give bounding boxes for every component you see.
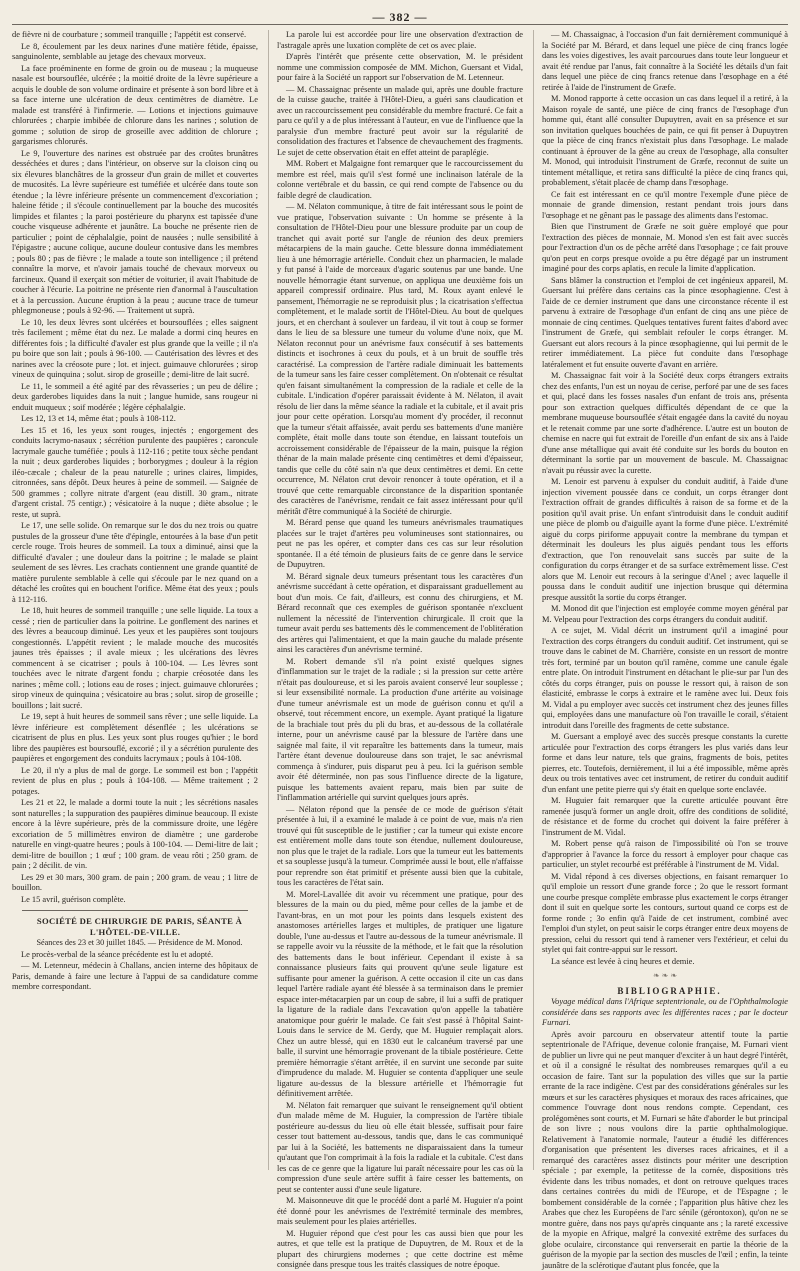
paragraph: MM. Robert et Malgaigne font remarquer que le raccourcissement du membre est réel, mais qu'il s'est formé une inclinaison latérale de la colonne vertébrale et du bassin, ce qui rend compte de l'absence ou du faible degré de claudication.: [277, 159, 523, 201]
bibliography-heading: BIBLIOGRAPHIE.: [542, 986, 788, 997]
ornament-divider: ❧ ❧ ❧: [542, 971, 788, 982]
paragraph: Les 12, 13 et 14, même état ; pouls à 108-112.: [12, 414, 258, 425]
paragraph: — M. Letenneur, médecin à Challans, ancien interne des hôpitaux de Paris, demande à faire une lecture à l'appui de sa candidature comme membre correspondant.: [12, 961, 258, 993]
text-columns: [12, 30, 788, 1170]
paragraph: Le 8, écoulement par les deux narines d'une matière fétide, épaisse, sanguinolente, semblable au jetage des chevaux morveux.: [12, 42, 258, 63]
column-right: [533, 30, 788, 1170]
page-number: — 382 —: [12, 10, 788, 25]
paragraph: M. Bérard pense que quand les tumeurs anévrismales traumatiques placées sur le trajet d'artères peu volumineuses sont stationnaires, ou peut ne pas les opérer, et compter dans ces cas sur leur résolution spontanée. Il a été témoin de plusieurs faits de ce genre dans le service de Dupuytren.: [277, 518, 523, 571]
header-rule: [12, 24, 788, 25]
session-line: Séances des 23 et 30 juillet 1845. — Présidence de M. Monod.: [12, 938, 258, 949]
paragraph: M. Vidal répond à ces diverses objections, en faisant remarquer 1o qu'il emploie un ressort d'une grande force ; 2o que le ressort formant une courbe presque complète embrasse plus exactement le corps étranger dont il suit en quelque sorte les contours, surtout quand ce corps est de forme ronde ; 3o enfin qu'à l'aide de cet instrument, combiné avec l'emploi d'un stylet, on peut saisir le corps étranger entre deux moyens de pression, celui du ressort qui tend à ramener vers l'extérieur, et celui du stylet qui fait contre-appui sur le ressort.: [542, 872, 788, 956]
paragraph: M. Monod dit que l'injection est employée comme moyen général par M. Velpeau pour l'extraction des corps étrangers du conduit auditif.: [542, 604, 788, 625]
paragraph: M. Chassaignac fait voir à la Société deux corps étrangers extraits chez des enfants, l'un est un noyau de cerise, perforé par une de ses faces et qui, placé dans les fosses nasales d'un enfant de trois ans, présenta pour son extraction quelques difficultés dépendant de ce que la membrane muqueuse boursouflée s'était engagée dans la cavité du noyau et le retenait comme par une sorte d'adhérence. L'autre est un bouton de chemise en nacre qui fut extrait de l'oreille d'un enfant de six ans à l'aide d'une anse métallique qui avait été conduite sur les bords du bouton en déterminant la sortie par un mouvement de bascule. M. Chassaignac n'avait pu réussir avec la curette.: [542, 371, 788, 476]
paragraph: M. Maisonneuve dit que le procédé dont a parlé M. Huguier n'a point été donné pour les anévrismes de l'extrémité terminale des membres, mais seulement pour les plaies artérielles.: [277, 1196, 523, 1228]
paragraph: M. Monod rapporte à cette occasion un cas dans lequel il a retiré, à la Maison royale de santé, une pièce de cinq francs de l'œsophage d'un homme qui, étant allé consulter Dupuytren, avait en sa présence et sur son invitation quelques bouchées de pain, ce qui fit penser à Dupuytren que la pièce de cinq francs n'existait plus dans l'œsophage. Le malade continuant à éprouver de la gêne au creux de l'œsophage, alla consulter M. Monod, qui introduisit l'instrument de Græfe, reconnut de suite un tintement métallique, et retira sans difficulté la pièce de cinq francs qui, probablement, s'était placée de champ dans l'œsophage.: [542, 94, 788, 189]
paragraph: A ce sujet, M. Vidal décrit un instrument qu'il a imaginé pour l'extraction des corps étrangers du conduit auditif. Cet instrument, qui se trouve dans le cabinet de M. Charrière, consiste en un ressort de montre très fort, terminé par un bouton qu'il ramène, comme une canule égale entre plate. On introduit l'instrument en détachant le plie-sur par l'un des côtés du corps étranger, puis on pousse le ressort qui, à raison de son élasticité, embrasse le corps à extraire et le ramène avec lui. Deux fois M. Vidal a pu employer avec succès cet instrument chez des jeunes filles qui, employées dans une manufacture où l'on travaille le corail, s'étaient introduit dans l'oreille des fragments de cette substance.: [542, 626, 788, 731]
paragraph: M. Guersant a employé avec des succès presque constants la curette articulée pour l'extraction des corps étrangers les plus variés dans leur forme et dans leur nature, tels que grains, fragments de bois, petites pierres, etc. Toutefois, dernièrement, il lui a été impossible, même après deux ou trois tentatives avec cet instrument, de retirer du conduit auditif d'un enfant une petite pierre qui s'y était en quelque sorte enclavée.: [542, 732, 788, 795]
paragraph: Le 9, l'ouverture des narines est obstruée par des croûtes brunâtres desséchées et dures ; dans l'intérieur, on observe sur la cloison cinq ou six élevures blanchâtres de la grosseur d'un grain de millet et couvertes de mucosités. La lèvre supérieure est tuméfiée et ulcérée dans toute son étendue ; la lèvre inférieure présente un commencement d'excoriation ; haleine fétide ; il s'écoule continuellement par la bouche des mucosités limpides et filantes ; la paroi postérieure du pharynx est tapissée d'une couche visqueuse adhérente et jaunâtre. La bouche ne présente rien de particulier ; point de céphalalgie, point de nausées ; nulle sensibilité à l'épigastre ; aucune colique, aucune douleur contusive dans les membres ; pouls 80 ; pas de fièvre ; le malade a toute son intelligence ; il prétend connaître la morve, et n'avoir jamais touché de chevaux morveux ou farcineux. Quand il exerçait son métier de voiturier, il avait l'habitude de coucher à l'écurie. La poitrine ne présente rien d'anormal à l'auscultation et à la percussion. Aucune éruption à la peau ; aucune trace de tumeur phlegmoneuse ; pouls à 92-96. — Traitement ut suprà.: [12, 149, 258, 317]
paragraph: M. Huguier fait remarquer que la curette articulée pouvant être ramenée jusqu'à former un angle droit, offre des conditions de solidité, de résistance et de forme du crochet qui doivent la faire préférer à l'instrument de M. Vidal.: [542, 796, 788, 838]
paragraph: Les 29 et 30 mars, 300 gram. de pain ; 200 gram. de veau ; 1 litre de bouillon.: [12, 873, 258, 894]
paragraph: Le 19, sept à huit heures de sommeil sans rêver ; une selle liquide. La lèvre inférieure est complètement désenflée ; les ulcérations se cicatrisent de plus en plus. Les yeux sont plus rouges qu'hier ; le bord libre des paupières est boursouflé, excorié ; il y a sécrétion purulente des paupières et engorgement des conduits lacrymaux ; pouls à 104-108.: [12, 712, 258, 765]
paragraph: Le procès-verbal de la séance précédente est lu et adopté.: [12, 950, 258, 961]
paragraph: Le 15 avril, guérison complète.: [12, 895, 258, 906]
paragraph: La séance est levée à cinq heures et demie.: [542, 957, 788, 968]
paragraph: — M. Chassaignac, à l'occasion d'un fait dernièrement communiqué à la Société par M. Bérard, et dans lequel une pièce de cinq francs logée dans les voies digestives, les avait parcourues dans toute leur longueur et avait été rendue par l'anus, fait connaître à la Société les détails d'un fait dans lequel une pièce de cinq francs retenue dans l'œsophage en a été retirée à l'aide de l'instrument de Græfe.: [542, 30, 788, 93]
paragraph: Bien que l'instrument de Græfe ne soit guère employé que pour l'extraction des pièces de monnaie, M. Monod s'en est fait avec succès pour l'extraction d'un os de pêche arrêté dans l'œsophage ; ce fait prouve qu'on peut en corps presque ovoïde a pu être dégagé par un instrument imaginé pour des corps aplatis, en recule la limite d'application.: [542, 222, 788, 275]
paragraph: D'après l'intérêt que présente cette observation, M. le président nomme une commission composée de MM. Michon, Guersant et Vidal, pour faire à la Société un rapport sur l'observation de M. Letenneur.: [277, 52, 523, 84]
paragraph: M. Huguier répond que c'est pour les cas aussi bien que pour les autres, et que telle est la pratique de Dupuytren, de M. Roux et de la plupart des chirurgiens modernes ; que cette doctrine est même consignée dans presque tous les traités classiques de notre époque.: [277, 1229, 523, 1271]
column-middle: [268, 30, 523, 1170]
paragraph: M. Morel-Lavallée dit avoir vu récemment une pratique, pour des blessures de la main ou du pied, même pour celles de la jambe et de l'avant-bras, en un mot pour les points dans lesquels existent des anastomoses artérielles larges et multiples, de pratiquer une ligature double, l'une au-dessus et l'autre au-dessous de la tumeur anévrismale. Il se rappelle avoir vu la réussite de la méthode, et le fait que la résolution des battements dans le bout inférieur. Cependant il existe à sa connaissance plusieurs faits qui prouvent qu'une seule ligature est suffisante pour amener la guérison. A cette occasion il cite un cas dans lequel l'artère radiale ayant été blessée à sa terminaison dans le premier espace inter-métacarpien par un coup de sabre, il lui a suffi de pratiquer la ligature de la radiale dans l'excavation qu'on appelle la tabatière anatomique pour guérir le malade. Ce fait s'est passé à l'hôpital Saint-Louis dans le service de M. Gerdy, que M. Huguier remplaçait alors. Chez un autre blessé, qui en 1830 eut le calcanéum traversé par une balle, il survint une hémorragie provenant de la tibiale postérieure. Cette première hémorragie s'étant arrêtée, il en survint une seconde par suite d'imprudence du malade. M. Huguier se contenta d'appliquer une seule ligature au-dessus de la blessure artérielle et l'hémorragie fut définitivement arrêtée.: [277, 890, 523, 1100]
section-divider: [22, 910, 248, 911]
paragraph: Le 20, il n'y a plus de mal de gorge. Le sommeil est bon ; l'appétit revient de plus en plus ; pouls à 104-108. — Même traitement ; 2 potages.: [12, 766, 258, 798]
paragraph: Les 15 et 16, les yeux sont rouges, injectés ; engorgement des conduits lacrymo-nasaux ; sécrétion purulente des paupières ; caroncule lacrymale gauche tuméfiée ; pouls à 112-116 ; petite toux sèche pendant la nuit ; deux garderobes liquides ; borborygmes ; douleur à la région iléo-cæcale ; chaleur de la peau naturelle ; urines claires, limpides, citronnées, sans dépôt. Deux heures à peine de sommeil. — Saignée de 500 grammes ; collyre nitrate d'argent (eau distill. 30 gram., nitrate d'argent cristal. 75 centigr.) ; vésicatoire à la nuque ; diète absolue ; le reste, ut suprà.: [12, 426, 258, 521]
paragraph: Après avoir parcouru en observateur attentif toute la partie septentrionale de l'Afrique, devenue colonie française, M. Furnari vient de publier un livre qui ne peut manquer d'exciter à un haut degré l'intérêt, et où il a consigné le résultat des nombreuses remarques qu'il a eu occasion de faire. Tant sur la population des villes que sur la partie errante de la race indigène. C'est par des considérations générales sur les mœurs et sur les caractères physiques et moraux des races africaines, que commence l'ouvrage dont nous rendons compte. Cependant, ces prolégomènes sont courts, et M. Furnari se hâte d'aborder le but principal de son livre ; nous voulons dire la partie ophthalmologique. Relativement à l'anatomie normale, l'auteur a étudié les différences d'organisation que présentent les diverses races africaines, et il a remarqué des caractères assez distincts pour mériter une description spéciale ; par exemple, la petitesse de la cornée, dispositions très évidente dans les tribus nomades, et dont on retrouve quelques traces dans certaines contrées du midi de l'Europe, et de l'Espagne ; le bombement considérable de la cornée ; l'apparition plus hâtive chez les Arabes que chez les Européens de l'arc sénile (gérontoxon), qu'on ne se montre guère, dans nos pays qu'après cinquante ans ; la rareté excessive de la myopie en Afrique, malgré la convexité extrême des surfaces du globe oculaire, circonstance qui renverserait en partie la théorie de la guérison de la myopie par la section des muscles de l'œil ; enfin, la teinte jaunâtre de la sclérotique d'autant plus foncée, que la: [542, 1030, 788, 1271]
paragraph: Le 11, le sommeil a été agité par des rêvasseries ; un peu de délire ; deux garderobes liquides dans la nuit ; langue humide, sans rougeur ni enduit muqueux ; soif modérée ; légère céphalalgie.: [12, 382, 258, 414]
paragraph: Le 10, les deux lèvres sont ulcérées et boursouflées ; elles saignent très facilement ; même état du nez. Le malade a dormi cinq heures en différentes fois ; la difficulté d'avaler est plus grande que la veille ; il n'a pu boire que son lait ; pouls à 96-100. — Cautérisation des lèvres et des narines avec la créosote pure ; lot. et inject. guimauve chlorurées ; sirop vineux de quinquina ; solut. sirop de groseille ; demi-litre de lait sucré.: [12, 318, 258, 381]
paragraph: — M. Nélaton communique, à titre de fait intéressant sous le point de vue pratique, l'observation suivante : Un homme se présente à la consultation de l'Hôtel-Dieu pour une blessure produite par un coup de tranchet qui avait porté sur l'angle de réunion des deux premiers métacarpiens de la main gauche. Cette blessure donna immédiatement lieu à une hémorragie artérielle. Conduit chez un pharmacien, le malade y fut pansé à l'aide de morceaux d'agaric soutenus par une bande. Une nouvelle hémorragie étant survenue, on appliqua une deuxième fois un appareil compressif ordinaire. Plus tard, M. Roux ayant enlevé le pansement, l'hémorragie ne se reproduisit plus ; la cicatrisation s'effectua complètement, et le malade sortit de l'Hôtel-Dieu. Au bout de quelques jours, et en cherchant à soulever un fardeau, il vit tout à coup se former dans le lieu de sa blessure une tumeur du volume d'une noix, que M. Nélaton reconnut pour un anévrisme faux consécutif à ses battements distincts et isochrones à ceux du pouls, et à un bruit de souffle très caractérisé. La compression de l'artère radiale diminuait les battements de la tumeur sans les faire cesser complètement. On n'obtenait ce résultat qu'en faisant simultanément la compression de la radiale et celle de la cubitale. L'indication d'opérer paraissait évidente à M. Nélaton, il avait résolu de lier dans la même séance la radiale et la cubitale, et il avait pris jour pour cette opération. Lorsqu'au moment d'y procéder, il reconnut que la tumeur s'était affaissée, avait perdu ses battements d'une manière complète, était molle dans toute son étendue, en laissant toutefois un accroissement considérable de l'épaisseur de la main, puisque la région thénar de la main malade présente cinq centimètres et demi d'épaisseur, tandis que celle du côté sain n'a que deux centimètres et demi. En cette occurrence, M. Nélaton crut devoir renoncer à toute opération, et il a trouvé que cette remarquable circonstance de la disparition spontanée des caractères de l'anévrisme, rendait ce fait assez intéressant pour qu'il méritât d'être communiqué à la Société de chirurgie.: [277, 202, 523, 517]
paragraph: Sans blâmer la construction et l'emploi de cet ingénieux appareil, M. Guersant lui préfère dans certains cas la pince œsophagienne. C'est à l'aide de ce dernier instrument que dans une circonstance récente il est parvenu à extraire de l'œsophage d'un enfant de cinq ans une pièce de monnaie de cinq centimes. Quelques tentatives furent faites d'abord avec l'instrument de Græfe, qui semblait refouler le corps étranger. M. Guersant eut alors recours à la pince œsophagienne, qui lui permit de le retirer immédiatement. La pièce fut conduite dans l'œsophage latéralement et fut ensuite ouverte d'avant en arrière.: [542, 276, 788, 371]
paragraph: — M. Chassaignac présente un malade qui, après une double fracture de la cuisse gauche, traitée à l'Hôtel-Dieu, a guéri sans claudication et avec un raccourcissement peu considérable du membre fracturé. Ce fait a paru ce qu'il y a de plus intéressant à l'auteur, en vue de l'influence que la paralysie d'un membre fracturé peut avoir sur la régularité de consolidation des fractures et l'absence de chevauchement des fragments. Le sujet de cette observation était en effet atteint de paraplégie.: [277, 85, 523, 159]
paragraph: M. Nélaton fait remarquer que suivant le renseignement qu'il obtient d'un malade même de M. Huguier, la compression de l'artère tibiale postérieure au-dessus du lieu où elle était blessée, suffisait pour faire cesser tout battement au-dessous, tandis que, dans le cas communiqué par lui à la Société, les battements ne disparaissaient dans la tumeur qu'autant que l'on comprimait à la fois la radiale et la cubitale. C'est dans les cas de ce genre que la ligature lui paraît nécessaire pour les cas où la compression d'une seule artère suffit à faire cesser les battements, on peut se contenter aussi d'une seule ligature.: [277, 1101, 523, 1196]
paragraph: Les 21 et 22, le malade a dormi toute la nuit ; les sécrétions nasales sont naturelles ; la suppuration des paupières diminue beaucoup. Il existe encore à la lèvre supérieure, près de la commissure droite, une légère excoriation de 5 millimètres environ de diamètre ; une garderobe naturelle en vingt-quatre heures ; pouls à 100-104. — Demi-litre de lait ; demi-litre de bouillon ; 1 œuf ; 100 gram. de veau rôti ; 250 gram. de pain ; 2 décilit. de vin.: [12, 798, 258, 872]
paragraph: M. Lenoir est parvenu à expulser du conduit auditif, à l'aide d'une injection vivement poussée dans ce conduit, un corps étranger dont l'extraction offrait de grandes difficultés à raison de sa forme et de la position qu'il avait prise. Un enfant s'introduisit dans le conduit auditif une pièce de plomb ou d'aiguille ayant la forme d'une pièce. L'extrémité aiguë du corps piriforme appuyait contre la membrane du tympan et déterminait les douleurs les plus aiguës pendant tous les efforts d'extraction, que l'on renouvelait sans succès par suite de la configuration du corps étranger et de sa surface extrêmement lisse. C'est alors que M. Lenoir eut recours à la seringue d'Anel ; avec laquelle il poussa dans le conduit auditif une injection brusque qui détermina presque aussitôt la sortie du corps étranger.: [542, 477, 788, 603]
paragraph: de fièvre ni de courbature ; sommeil tranquille ; l'appétit est conservé.: [12, 30, 258, 41]
page-header: [12, 8, 788, 26]
paragraph: — Nélaton répond que la pensée de ce mode de guérison s'était présentée à lui, il a examiné le malade à ce point de vue, mais n'a rien trouvé qui fût susceptible de le justifier ; car la tumeur qui existe encore est entièrement molle dans toute son étendue, nullement douloureuse, non plus que le trajet de la radiale. Lors que la tumeur eut les battements et sa souplesse jusqu'à la tumeur. Comprimée aussi le bout, elle n'affaisse pour reprendre son état primitif et présente aussi bien que la cubitale, tous les caractères de l'état sain.: [277, 805, 523, 889]
bibliography-title: Voyage médical dans l'Afrique septentrionale, ou de l'Ophthalmologie considérée dans ses rapports avec les différentes races ; par le docteur Furnari.: [542, 997, 788, 1029]
paragraph: La parole lui est accordée pour lire une observation d'extraction de l'astragale après une luxation complète de cet os avec plaie.: [277, 30, 523, 51]
paragraph: Ce fait est intéressant en ce qu'il montre l'exemple d'une pièce de monnaie de grande dimension, restant pendant trois jours dans l'œsophage et ne gênant pas le passage des aliments dans l'estomac.: [542, 190, 788, 222]
paragraph: M. Robert demande s'il n'a point existé quelques signes d'inflammation sur le trajet de la radiale ; si la pression sur cette artère n'était pas douloureuse, et si les parois avaient conservé leur souplesse ; si leur exsensibilité normale. La production d'une artérite au voisinage d'une tumeur anévrismale est un mode de guérison connu et qu'il a observé, tout récemment encore, un exemple. Ayant pratiqué la ligature de la brachiale tout près du pli du bras, et au-dessous de la collatérale interne, pour un anévrisme causé par la blessure de l'artère dans une saignée mal faite, il vit reparaître les battements dans la tumeur, mais l'artère étant devenue douloureuse dans son trajet, le sac anévrismal commença à s'indurer, puis disparut peu à peu. Ici la guérison semble avoir été déterminée, non pas sous l'influence directe de la ligature, puisque les battements avaient reparu, mais bien par suite de l'inflammation artérielle qui survint quelques jours après.: [277, 657, 523, 804]
society-heading: SOCIÉTÉ DE CHIRURGIE DE PARIS, SÉANTE À L'HÔTEL-DE-VILLE.: [12, 916, 258, 937]
paragraph: M. Robert pense qu'à raison de l'impossibilité où l'on se trouve d'approprier à l'avance la force du ressort à employer pour chaque cas particulier, un stylet recourbé est préférable à l'instrument de M. Vidal.: [542, 839, 788, 871]
paragraph: M. Bérard signale deux tumeurs présentant tous les caractères d'un anévrisme succédant à cette opération, et disparaissant graduellement au bout d'un mois. Ce fait, d'ailleurs, est connu des chirurgiens, et M. Bérard reconnaît que ces exemples de guérison spontanée n'excluent nullement la nécessité de l'intervention chirurgicale. Il croit que la tumeur avait perdu ses battements dès le commencement de l'oblitération des artères qui l'alimentaient, et que la main gauche du malade présente ainsi les caractères d'un anévrisme terminé.: [277, 572, 523, 656]
column-left: [12, 30, 258, 1170]
paragraph: Le 18, huit heures de sommeil tranquille ; une selle liquide. La toux a cessé ; rien de particulier dans la poitrine. Le gonflement des narines et des lèvres a beaucoup diminué. Les yeux et les paupières sont toujours congestionnés. L'appétit revient ; le malade mouche des mucosités jaunes très épaisses ; il avale mieux ; les ulcérations des lèvres commencent à se cicatriser ; pouls à 100-104. — Les lèvres sont touchées avec le nitrate d'argent fondu ; charpie créosotée dans les narines ; même coll. ; lotions eau de roses ; inject. guimauve chlorurées ; sirop vineux de quinquina ; vésicatoire au bras ; solut. sirop de groseille ; bouillons ; lait sucré.: [12, 606, 258, 711]
paragraph: La face proéminente en forme de groin ou de museau ; la muqueuse nasale est boursouflée, ulcérée ; la moitié droite de la lèvre supérieure a acquis le double de son volume ordinaire et présente à son bord libre et à sa face interne une ulcération de deux centimètres de diamètre. Le malade est transféré à l'infirmerie. — Lotions et injections guimauve chlorurées ; charpie imbibée de chlorure dans les narines ; solution de gomme ; solution de sirop de groseille avec addition de chlorure ; gargarismes chlorurés.: [12, 64, 258, 148]
paragraph: Le 17, une selle solide. On remarque sur le dos du nez trois ou quatre pustules de la grosseur d'une tête d'épingle, entourées à la base d'un petit cercle rouge. Trois heures de sommeil. La toux a diminué, ainsi que la difficulté d'avaler ; une douleur dans la poitrine ; le malade se plaint seulement de ses lèvres. Les crachats contiennent une grande quantité de matière purulente semblable à celle qui s'écoule par le nez quand on a détaché les croûtes qui en bouchent l'orifice. Même état des yeux ; pouls à 112-116.: [12, 521, 258, 605]
